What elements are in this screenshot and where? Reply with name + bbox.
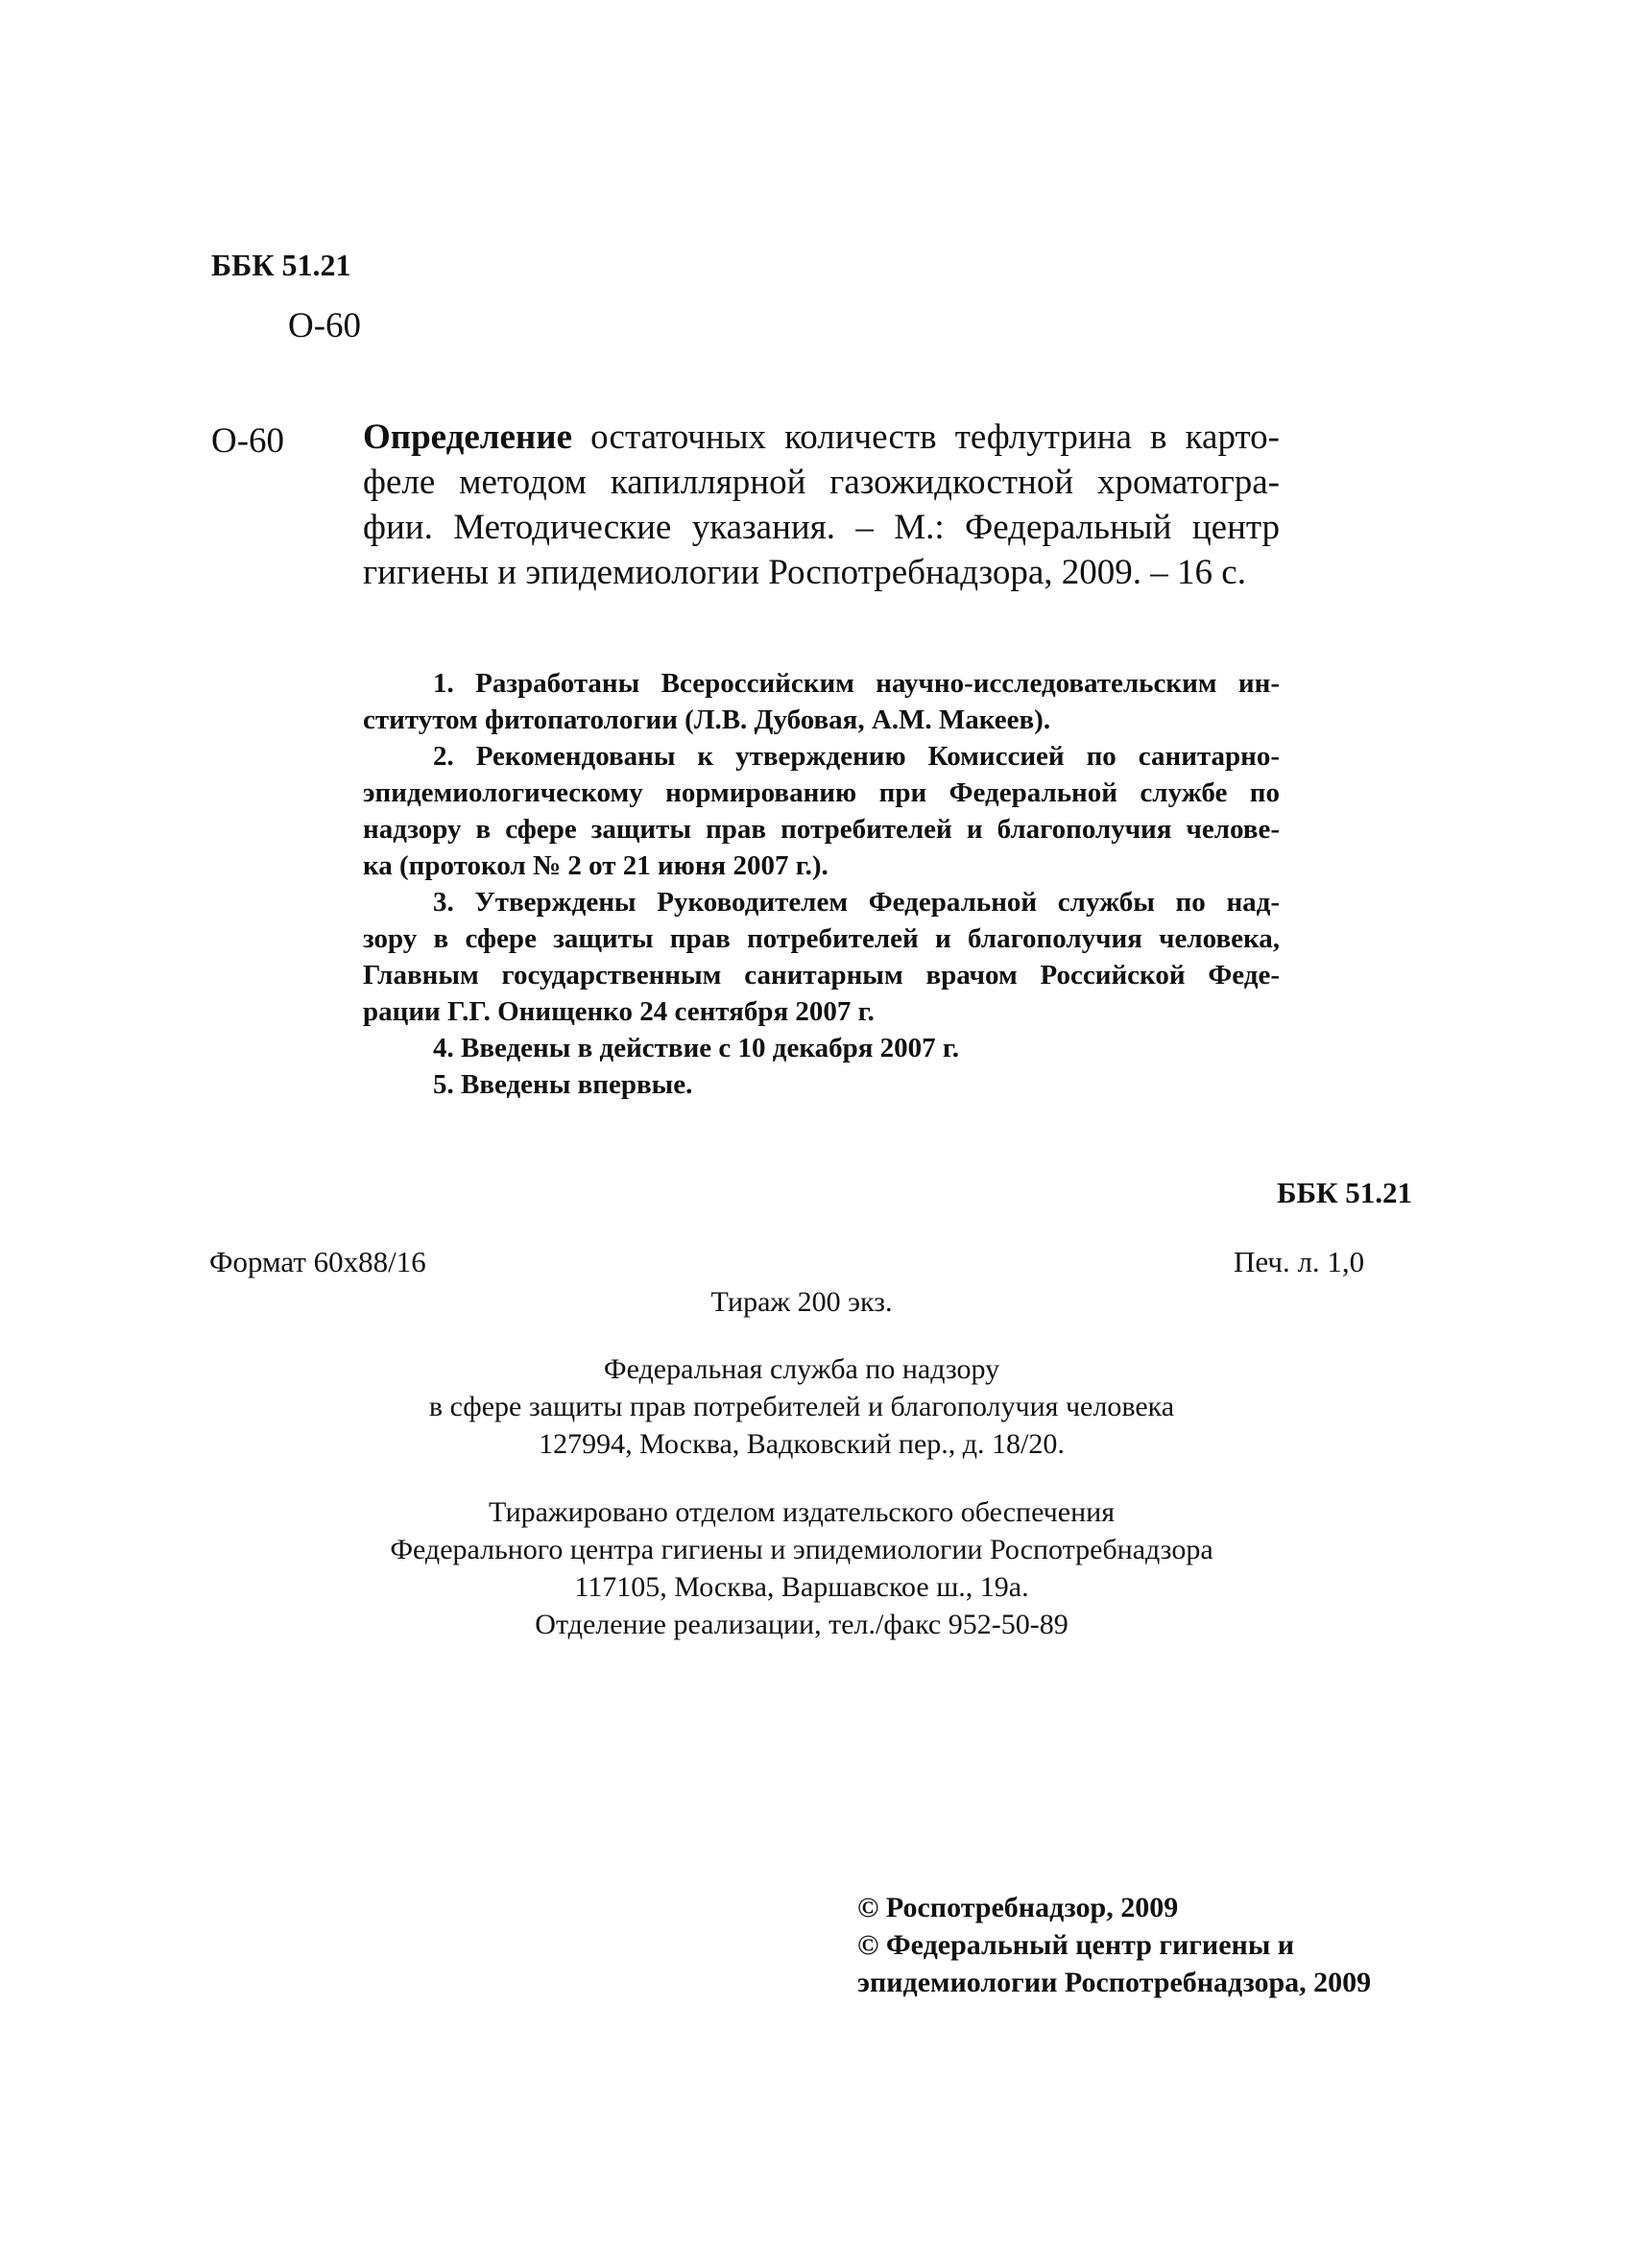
- bibliographic-description: [363, 415, 1280, 595]
- annotation-line: фии. Методические указания. – М.: Федеральный центр: [363, 508, 1280, 547]
- note-line: зору в сфере защиты прав потребителей и благополучия человека,: [363, 923, 1280, 954]
- author-sign: О-60: [211, 421, 285, 461]
- printer-line: Тиражировано отделом издательского обеспечения: [488, 1496, 1115, 1528]
- annotation-line: гигиены и эпидемиологии Роспотребнадзора, 2009. – 16 с.: [363, 553, 1246, 592]
- note-line: 5. Введены впервые.: [433, 1069, 693, 1100]
- circulation: Тираж 200 экз.: [710, 1286, 893, 1318]
- copyright-line: © Федеральный центр гигиены и: [857, 1929, 1295, 1961]
- note-line: Главным государственным санитарным врачом Российской Феде-: [363, 960, 1280, 991]
- publisher-line: 127994, Москва, Вадковский пер., д. 18/20.: [539, 1428, 1065, 1460]
- note-line: ка (протокол № 2 от 21 июня 2007 г.).: [363, 850, 829, 881]
- printer-info: [250, 1493, 1354, 1643]
- bbk-index-top: ББК 51.21: [211, 248, 351, 282]
- annotation-line-text: остаточных количеств тефлутрина в карто-: [572, 418, 1280, 457]
- annotation-line: [363, 415, 1280, 460]
- note-line: рации Г.Г. Онищенко 24 сентября 2007 г.: [363, 996, 875, 1027]
- note-line: эпидемиологическому нормированию при Федеральной службе по: [363, 777, 1280, 808]
- note-line: надзору в сфере защиты прав потребителей и благополучия челове-: [363, 814, 1280, 845]
- note-line: 3. Утверждены Руководителем Федеральной службы по над-: [433, 887, 1280, 918]
- note-line: 2. Рекомендованы к утверждению Комиссией по санитарно-: [433, 741, 1280, 772]
- printer-line: 117105, Москва, Варшавское ш., 19а.: [574, 1571, 1029, 1603]
- author-sign-top: О-60: [288, 306, 362, 346]
- publisher-info: [250, 1350, 1354, 1463]
- annotation-line: феле методом капиллярной газожидкостной хроматогра-: [363, 463, 1280, 502]
- publisher-line: в сфере защиты прав потребителей и благополучия человека: [428, 1391, 1175, 1422]
- bbk-index-bottom: ББК 51.21: [1277, 1176, 1412, 1209]
- publisher-line: Федеральная служба по надзору: [603, 1353, 1000, 1385]
- note-line: 1. Разработаны Всероссийским научно-исследовательским ин-: [433, 668, 1280, 699]
- note-line: ститутом фитопатологии (Л.В. Дубовая, А.М. Макеев).: [363, 704, 1051, 735]
- paper-format: Формат 60x88/16: [209, 1245, 426, 1278]
- print-sheets: Печ. л. 1,0: [1234, 1245, 1365, 1278]
- copyright-line: эпидемиологии Роспотребнадзора, 2009: [857, 1967, 1372, 1998]
- copyright-block: [857, 1889, 1371, 2001]
- title-bold: Определение: [363, 418, 572, 457]
- copyright-line: © Роспотребнадзор, 2009: [857, 1892, 1179, 1923]
- printer-line: Отделение реализации, тел./факс 952-50-89: [535, 1609, 1069, 1640]
- note-line: 4. Введены в действие с 10 декабря 2007 г.: [433, 1033, 960, 1063]
- document-info-notes: [363, 665, 1280, 1103]
- printer-line: Федерального центра гигиены и эпидемиологии Роспотребнадзора: [390, 1534, 1213, 1565]
